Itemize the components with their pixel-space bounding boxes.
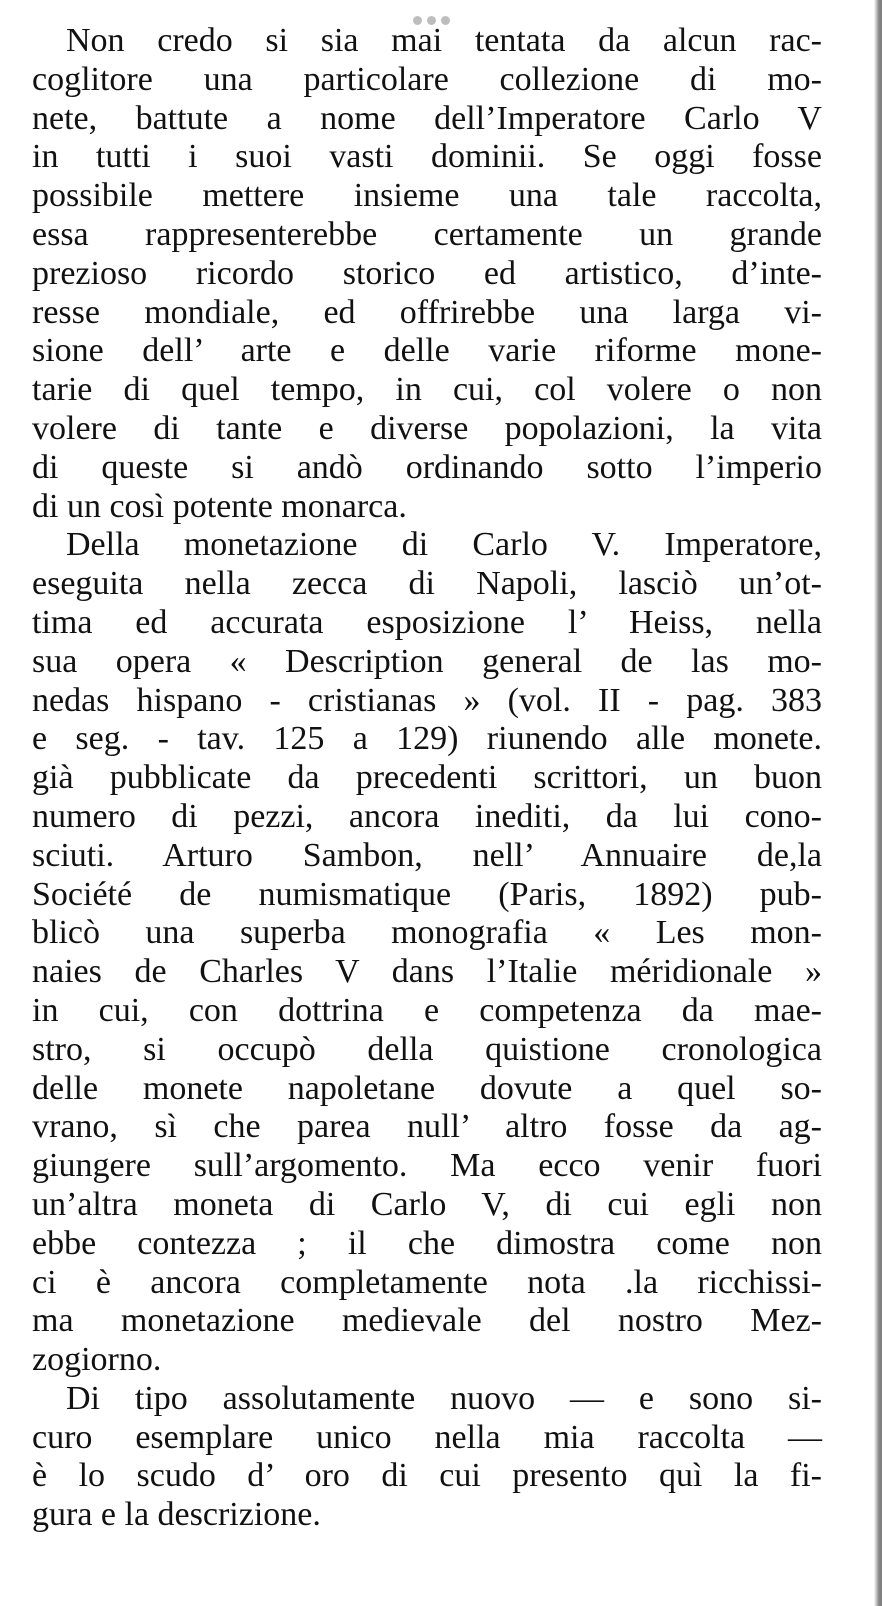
text-line: ma monetazione medievale del nostro Mez- — [32, 1302, 822, 1340]
text-line: prezioso ricordo storico ed artistico, d’inte- — [32, 254, 822, 292]
text-line: di un così potente monarca. — [32, 487, 407, 525]
text-line: vrano, sì che parea null’ altro fosse da ag- — [32, 1108, 822, 1146]
text-line: blicò una superba monografia « Les mon- — [32, 914, 822, 952]
text-line: curo esemplare unico nella mia raccolta — — [32, 1418, 822, 1456]
text-line: tima ed accurata esposizione l’ Heiss, nella — [32, 603, 822, 641]
text-line: di queste si andò ordinando sotto l’imperio — [32, 448, 822, 486]
text-line: nedas hispano - cristianas » (vol. II - pag. 383 — [32, 681, 822, 719]
text-line: nete, battute a nome dell’Imperatore Carlo V — [32, 99, 822, 137]
text-line: numero di pezzi, ancora inediti, da lui cono- — [32, 797, 822, 835]
text-line: ci è ancora completamente nota .la ricchissi- — [32, 1263, 822, 1301]
paragraph-2 — [32, 526, 822, 1380]
text-line: eseguita nella zecca di Napoli, lasciò un’ot- — [32, 565, 822, 603]
text-line: in tutti i suoi vasti dominii. Se oggi fosse — [32, 138, 822, 176]
text-line: è lo scudo d’ oro di cui presento quì la fi- — [32, 1457, 822, 1495]
text-line: Société de numismatique (Paris, 1892) pub- — [32, 875, 822, 913]
text-line: Non credo si sia mai tentata da alcun rac- — [66, 22, 822, 59]
text-line: e seg. - tav. 125 a 129) riunendo alle monete. — [32, 720, 822, 758]
text-line: già pubblicate da precedenti scrittori, un buon — [32, 759, 822, 797]
page-edge-shadow — [874, 0, 882, 1606]
text-line: zogiorno. — [32, 1341, 162, 1379]
paragraph-1 — [32, 22, 822, 526]
text-line: ebbe contezza ; il che dimostra come non — [32, 1224, 822, 1262]
text-line: essa rappresenterebbe certamente un grande — [32, 215, 822, 253]
text-line: possibile mettere insieme una tale raccolta, — [32, 177, 822, 215]
text-line: naies de Charles V dans l’Italie méridionale » — [32, 953, 822, 991]
text-line: giungere sull’argomento. Ma ecco venir fuori — [32, 1147, 822, 1185]
text-line: un’altra moneta di Carlo V, di cui egli non — [32, 1185, 822, 1223]
text-line: Della monetazione di Carlo V. Imperatore, — [66, 526, 822, 564]
document-body — [32, 22, 822, 1535]
text-line: tarie di quel tempo, in cui, col volere o non — [32, 371, 822, 409]
text-line: gura e la descrizione. — [32, 1496, 321, 1534]
text-line: stro, si occupò della quistione cronologica — [32, 1030, 822, 1068]
text-line: in cui, con dottrina e competenza da mae- — [32, 991, 822, 1029]
text-line: resse mondiale, ed offrirebbe una larga vi- — [32, 293, 822, 331]
paragraph-3 — [32, 1380, 822, 1535]
text-line: sua opera « Description general de las mo- — [32, 642, 822, 680]
text-line: coglitore una particolare collezione di mo- — [32, 60, 822, 98]
text-line: volere di tante e diverse popolazioni, la vita — [32, 409, 822, 447]
text-line: delle monete napoletane dovute a quel so- — [32, 1069, 822, 1107]
text-line: Di tipo assolutamente nuovo — e sono si- — [66, 1379, 822, 1417]
text-line: sione dell’ arte e delle varie riforme mone- — [32, 332, 822, 370]
text-line: sciuti. Arturo Sambon, nell’ Annuaire de,la — [32, 836, 822, 874]
